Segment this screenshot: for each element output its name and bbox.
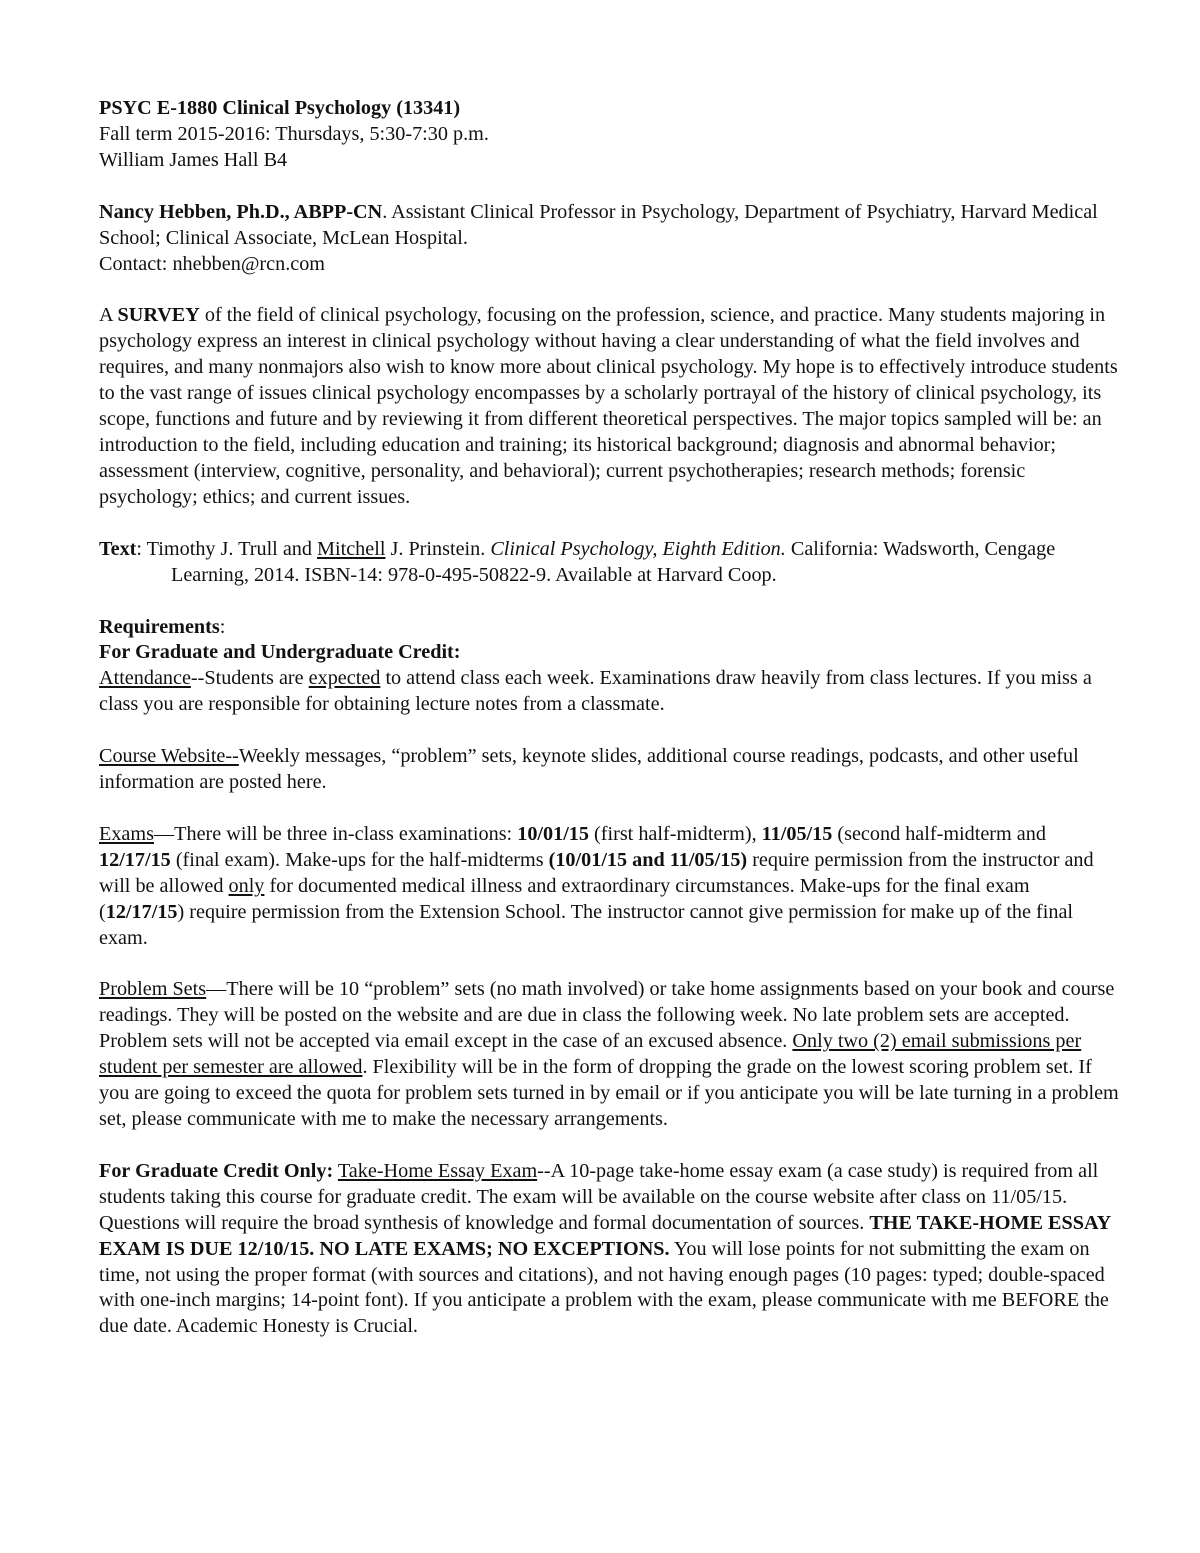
problem-sets-email-limit: Only two (2) email submissions per student per semester are allowed	[99, 1030, 1082, 1079]
exam-date-3: 12/17/15	[99, 848, 171, 871]
survey-lead: A	[99, 304, 118, 327]
website-label: Course Website--	[99, 745, 239, 768]
text-authors-2: J. Prinstein.	[385, 537, 491, 560]
exams-text-2: (first half-midterm),	[589, 822, 762, 845]
textbook-citation	[99, 537, 1119, 589]
course-header	[99, 96, 1119, 174]
exam-final-date: 12/17/15	[105, 900, 178, 923]
attendance-text-2: to attend class each week. Examinations draw heavily from class lectures. If you miss a class you are responsible for obtaining lecture notes from a classmate.	[99, 667, 1092, 716]
problem-sets-text-1: —There will be 10 “problem” sets (no math involved) or take home assignments based on your book and course readings. They will be posted on the website and are due in class the following week. No late problem sets are accepted. Problem sets will not be accepted via email except in the case of an excused absence.	[99, 978, 1115, 1053]
exams-text-1: —There will be three in-class examinations:	[153, 822, 518, 845]
survey-paragraph	[99, 303, 1119, 510]
take-home-due-notice: THE TAKE-HOME ESSAY EXAM IS DUE 12/10/15. NO LATE EXAMS; NO EXCEPTIONS.	[99, 1211, 1111, 1260]
problem-sets-label: Problem Sets	[99, 978, 207, 1001]
course-term: Fall term 2015-2016: Thursdays, 5:30-7:30 p.m.	[99, 122, 489, 145]
graduate-credit-paragraph	[99, 1159, 1119, 1340]
exams-paragraph	[99, 822, 1119, 952]
exams-text-5: require permission from the instructor and will be allowed	[99, 848, 1094, 897]
graduate-credit-label: For Graduate Credit Only:	[99, 1159, 334, 1182]
instructor-info	[99, 200, 1119, 278]
problem-sets-paragraph	[99, 977, 1119, 1132]
attendance-label: Attendance	[99, 667, 191, 690]
requirements-heading-block	[99, 615, 1119, 719]
exams-text-4: (final exam). Make-ups for the half-midterms	[170, 848, 549, 871]
exams-text-3: (second half-midterm and	[832, 822, 1046, 845]
exam-date-1: 10/01/15	[517, 822, 589, 845]
exam-makeup-dates: (10/01/15 and 11/05/15)	[548, 848, 748, 871]
syllabus-page	[99, 96, 1119, 1340]
exams-text-6: for documented medical illness and extraordinary circumstances. Make-ups for the final exam (	[99, 874, 1030, 923]
text-authors-1: : Timothy J. Trull and	[136, 537, 318, 560]
text-book-title: Clinical Psychology, Eighth Edition.	[490, 537, 786, 560]
requirements-subheading: For Graduate and Undergraduate Credit:	[99, 641, 461, 664]
take-home-exam-label: Take-Home Essay Exam	[337, 1159, 538, 1182]
course-title: PSYC E-1880 Clinical Psychology (13341)	[99, 97, 461, 119]
requirements-heading: Requirements	[99, 615, 220, 638]
attendance-emphasis: expected	[308, 667, 381, 690]
problem-sets-text-2: . Flexibility will be in the form of dropping the grade on the lowest scoring problem set. If you are going to exceed the quota for problem sets turned in by email or if you anticipate you will be late turning in a problem set, please communicate with me to make the necessary arrangements.	[99, 1056, 1119, 1130]
instructor-name: Nancy Hebben, Ph.D., ABPP-CN	[99, 200, 383, 223]
website-body: Weekly messages, “problem” sets, keynote slides, additional course readings, podcasts, and other useful information are posted here.	[99, 745, 1079, 794]
exams-text-7: ) require permission from the Extension School. The instructor cannot give permission for make up of the final exam.	[99, 900, 1074, 949]
survey-strong: SURVEY	[117, 304, 200, 327]
course-website-paragraph	[99, 744, 1119, 796]
exams-label: Exams	[99, 822, 154, 845]
survey-body: of the field of clinical psychology, focusing on the profession, science, and practice. Many students majoring in psychology express an interest in clinical psychology without having a clear understanding of what the field involves and requires, and many nonmajors also wish to know more about clinical psychology. My hope is to effectively introduce students to the vast range of issues clinical psychology encompasses by a scholarly portrayal of the history of clinical psychology, its scope, functions and future and by reviewing it from different theoretical perspectives. The major topics sampled will be: an introduction to the field, including education and training; its historical background; diagnosis and abnormal behavior; assessment (interview, cognitive, personality, and behavioral); current psychotherapies; research methods; forensic psychology; ethics; and current issues.	[99, 304, 1118, 508]
text-author-underlined: Mitchell	[317, 537, 386, 560]
text-publisher: California: Wadsworth, Cengage Learning, 2014. ISBN-14: 978-0-495-50822-9. Available at Harvard Coop.	[171, 537, 1056, 586]
graduate-text-2: You will lose points for not submitting the exam on time, not using the proper format (with sources and citations), and not having enough pages (10 pages: typed; double-spaced with one-inch margins; 14-point font). If you anticipate a problem with the exam, please communicate with me BEFORE the due date. Academic Honesty is Crucial.	[99, 1237, 1109, 1338]
instructor-title: . Assistant Clinical Professor in Psychology, Department of Psychiatry, Harvard Medical School; Clinical Associate, McLean Hospital.	[99, 200, 1098, 249]
graduate-text-1: --A 10-page take-home essay exam (a case study) is required from all students taking this course for graduate credit. The exam will be available on the course website after class on 11/05/15. Questions will require the broad synthesis of knowledge and formal documentation of sources.	[99, 1159, 1099, 1234]
attendance-text-1: --Students are	[190, 667, 309, 690]
text-label: Text	[99, 537, 137, 560]
requirements-colon: :	[219, 615, 226, 638]
course-location: William James Hall B4	[99, 148, 288, 171]
exams-only-emphasis: only	[228, 874, 265, 897]
exam-date-2: 11/05/15	[761, 822, 833, 845]
instructor-contact: Contact: nhebben@rcn.com	[99, 252, 326, 275]
